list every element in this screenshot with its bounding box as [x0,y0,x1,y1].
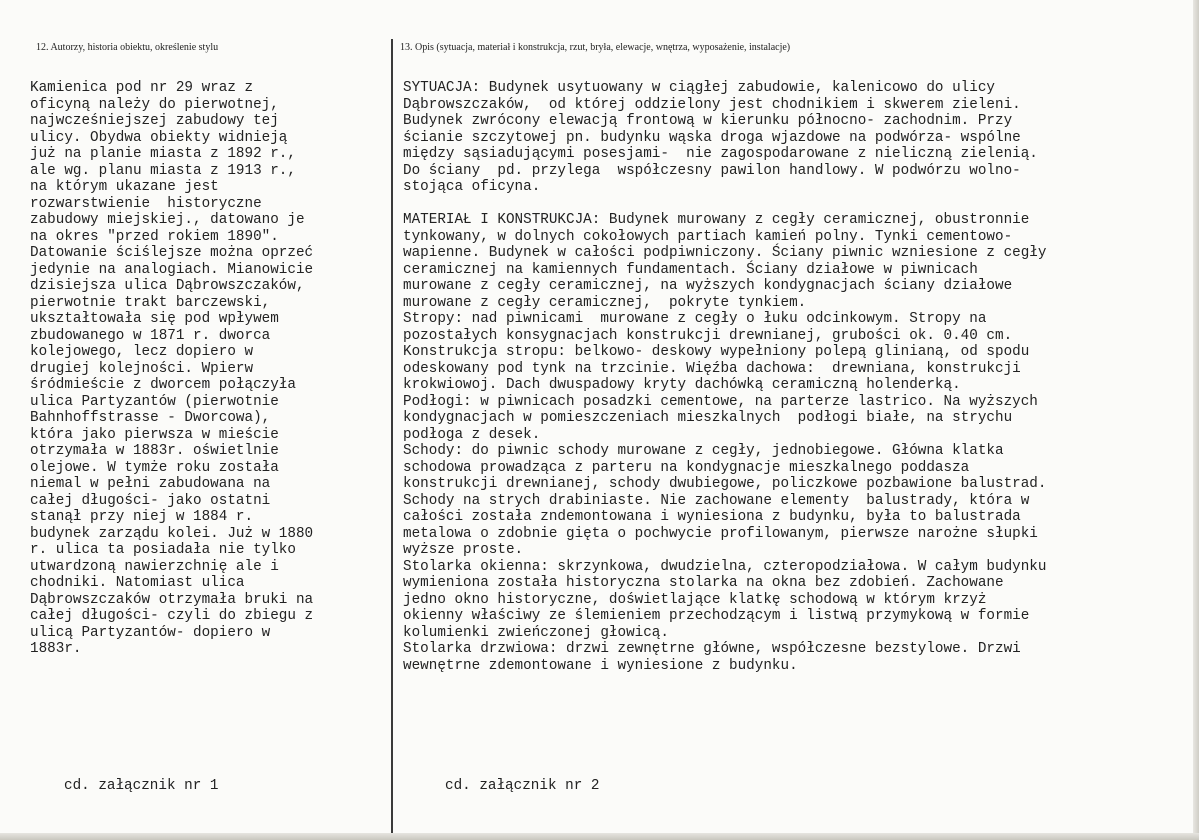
material-construction-paragraph: MATERIAŁ I KONSTRUKCJA: Budynek murowany z cegły ceramicznej, obustronnie tynkowany, w dolnych cokołowych partiach kamień polny. Tynki cementowo- wapienne. Budynek w całości podpiwniczony. Ściany piwnic wzniesione z cegły ceramicznej na kamiennych fundamentach. Ściany działowe w piwnicach murowane z cegły ceramicznej, na wyższych kondygnacjach ściany działowe murowane z cegły ceramicznej, pokryte tynkiem. Stropy: nad piwnicami murowane z cegły o łuku odcinkowym. Stropy na pozostałych konsygnacjach konstrukcji drewnianej, grubości ok. 0.40 cm. Konstrukcja stropu: belkowo- deskowy wypełniony polepą glinianą, od spodu odeskowany pod tynk na trzcinie. Więźba dachowa: drewniana, konstrukcji krokwiowoj. Dach dwuspadowy kryty dachówką ceramiczną holenderką. Podłogi: w piwnicach posadzki cementowe, na parterze lastrico. Na wyższych kondygnacjach w pomieszczeniach mieszkalnych podłogi białe, na strychu podłoga z desek. Schody: do piwnic schody murowane z cegły, jednobiegowe. Główna klatka schodowa prowadząca z parteru na kondygnacje mieszkalnego poddasza konstrukcji drewnianej, schody dwubiegowe, policzkowe pozbawione balustrad. Schody na strych drabiniaste. Nie zachowane elementy balustrady, która w całości została zndemontowana i wyniesiona z budynku, była to balustrada metalowa o zdobnie gięta o pochwycie profilowanym, pierwsze narożne słupki wyższe proste. Stolarka okienna: skrzynkowa, dwudzielna, czteropodziałowa. W całym budynku wymieniona została historyczna stolarka na okna bez zdobień. Zachowane jedno okno historyczne, doświetlające klatkę schodową w którym krzyż okienny właściwy ze ślemieniem przechodzącym i listwą przymykową w formie kolumienki zwieńczonej głowicą. Stolarka drzwiowa: drzwi zewnętrne główne, współczesne bezstylowe. Drzwi wewnętrne zdemontowane i wyniesione z budynku. [403,212,1047,674]
description-column [403,80,1163,674]
attachment-1-note: cd. załącznik nr 1 [64,778,219,794]
column-divider [391,39,393,839]
situation-paragraph: SYTUACJA: Budynek usytuowany w ciągłej zabudowie, kalenicowo do ulicy Dąbrowszczaków, od której oddzielony jest chodnikiem i skwerem zieleni. Budynek zwrócony elewacją frontową w kierunku północno- zachodnim. Przy ścianie szczytowej pn. budynku wąska droga wjazdowe na podwórza- wspólne między sąsiadującymi posesjami- nie zagospodarowane z nieliczną zielenią. Do ściany pd. przylega współczesny pawilon handlowy. W podwórzu wolno- stojąca oficyna. [403,80,1038,195]
attachment-2-note: cd. załącznik nr 2 [445,778,600,794]
history-text: Kamienica pod nr 29 wraz z oficyną należy do pierwotnej, najwcześniejszej zabudowy tej ulicy. Obydwa obiekty widnieją już na planie miasta z 1892 r., ale wg. planu miasta z 1913 r., na którym ukazane jest rozwarstwienie historyczne zabudowy miejskiej., datowano je na okres "przed rokiem 1890". Datowanie ściślejsze można oprzeć jedynie na analogiach. Mianowicie dzisiejsza ulica Dąbrowszczaków, pierwotnie trakt barczewski, ukształtowała się pod wpływem zbudowanego w 1871 r. dworca kolejowego, lecz dopiero w drugiej kolejności. Wpierw śródmieście z dworcem połączyła ulica Partyzantów (pierwotnie Bahnhoffstrasse - Dworcowa), która jako pierwsza w mieście otrzymała w 1883r. oświetlnie olejowe. W tymże roku została niemal w pełni zabudowana na całej długości- jako ostatni stanął przy niej w 1884 r. budynek zarządu kolei. Już w 1880 r. ulica ta posiadała nie tylko utwardzoną nawierzchnię ale i chodniki. Natomiast ulica Dąbrowszczaków otrzymała bruki na całej długości- czyli do zbiegu z ulicą Partyzantów- dopiero w 1883r. [30,80,314,657]
history-column [30,80,380,658]
section-12-header: 12. Autorzy, historia obiektu, określenie stylu [36,42,219,53]
card-bottom-edge [0,833,1199,840]
section-13-header: 13. Opis (sytuacja, materiał i konstrukcja, rzut, bryła, elewacje, wnętrza, wyposażenie, instalacje) [400,42,791,53]
card-right-edge [1193,0,1199,840]
